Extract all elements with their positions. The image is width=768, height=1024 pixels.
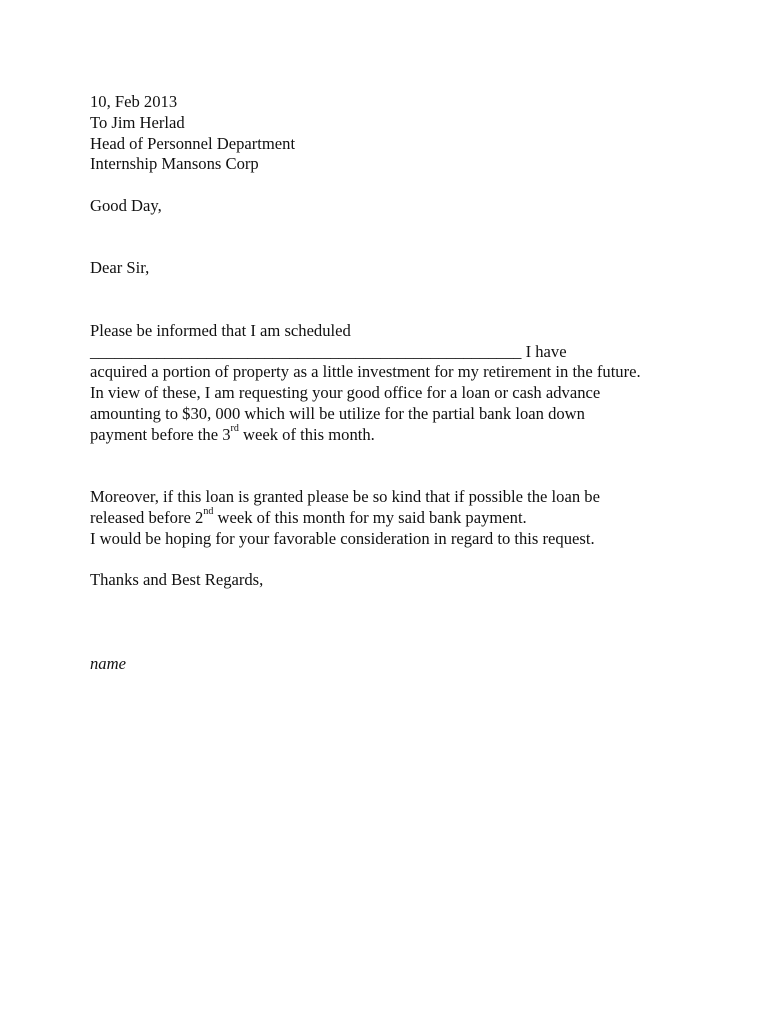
salutation: Dear Sir, [90,258,150,278]
spacer [90,633,690,654]
ordinal-suffix: rd [230,423,239,435]
spacer [90,550,690,571]
spacer [90,279,690,321]
text-segment: released before 2 [90,507,204,527]
paragraph-line: In view of these, I am requesting your good office for a loan or cash advance [90,383,601,403]
spacer [90,175,690,196]
paragraph-line [90,425,690,446]
ordinal-suffix: nd [203,506,214,518]
spacer [90,446,690,488]
paragraph-moreover [90,487,690,549]
paragraph-line: I would be hoping for your favorable consideration in regard to this request. [90,528,595,548]
recipient-title: Head of Personnel Department [90,133,296,153]
text-segment: payment before the 3 [90,424,231,444]
text-segment: week of this month for my said bank payment. [213,507,527,527]
paragraph-request [90,321,690,446]
greeting: Good Day, [90,195,162,215]
spacer [90,217,690,259]
paragraph-line: amounting to $30, 000 which will be utilize for the partial bank loan down [90,403,585,423]
letter-date: 10, Feb 2013 [90,92,178,111]
text-segment: week of this month. [238,424,375,444]
spacer [90,591,690,633]
letter-body [90,92,690,674]
paragraph-line: Moreover, if this loan is granted please be so kind that if possible the loan be [90,487,600,507]
paragraph-line [90,508,690,529]
paragraph-line-blank: ____________________________________________________ I have [90,341,567,361]
closing: Thanks and Best Regards, [90,570,264,590]
signature-name: name [90,653,126,673]
paragraph-line: Please be informed that I am scheduled [90,320,351,340]
recipient-company: Internship Mansons Corp [90,154,259,174]
recipient-name: To Jim Herlad [90,112,185,132]
paragraph-line: acquired a portion of property as a little investment for my retirement in the future. [90,362,641,382]
